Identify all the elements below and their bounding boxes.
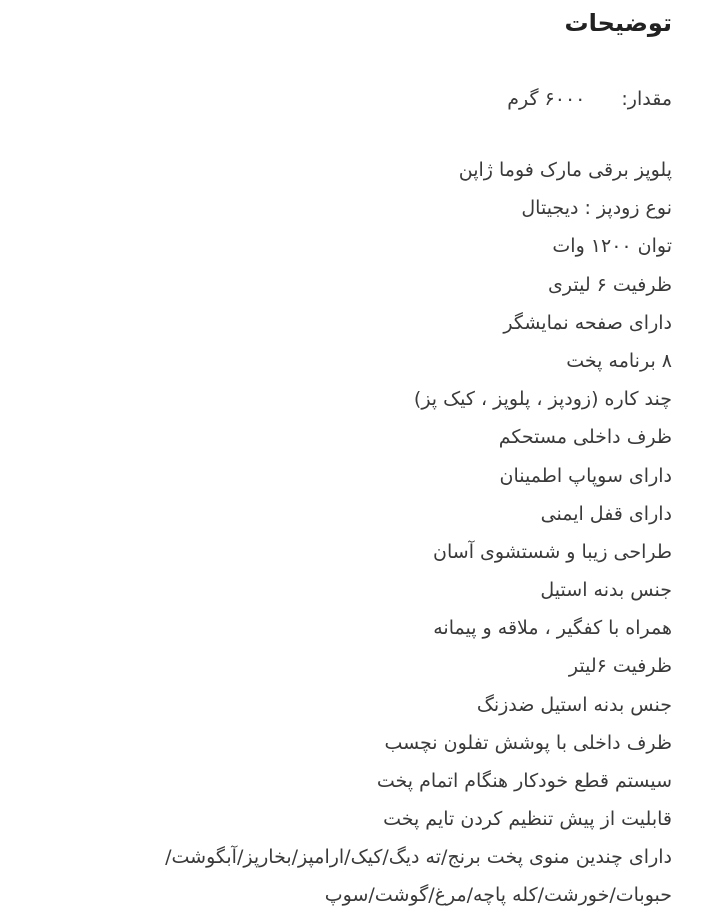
- feature-line: توان ۱۲۰۰ وات: [552, 235, 672, 258]
- feature-line: چند کاره (زودپز ، پلوپز ، کیک پز): [413, 388, 672, 411]
- feature-line: جنس بدنه استیل: [540, 579, 672, 602]
- amount-label: مقدار:: [621, 88, 672, 110]
- feature-line: پلوپز برقی مارک فوما ژاپن: [458, 159, 672, 181]
- feature-line: دارای سوپاپ اطمینان: [499, 464, 672, 487]
- description-title: توضیحات: [564, 9, 672, 37]
- amount-row: [507, 80, 672, 118]
- feature-line: دارای صفحه نمایشگر: [503, 311, 672, 334]
- feature-line: ظرف داخلی با پوشش تفلون نچسب: [384, 731, 672, 754]
- cooking-menus-line-1: دارای چندین منوی پخت برنج/ته دیگ/کیک/ارامپز/بخارپز/آبگوشت/: [165, 846, 672, 868]
- feature-line: جنس بدنه استیل ضدزنگ: [476, 693, 672, 716]
- feature-line: ظرف داخلی مستحکم: [498, 426, 672, 449]
- feature-list: [44, 151, 672, 838]
- feature-line: ۸ برنامه پخت: [566, 349, 672, 372]
- cooking-menus-line-2: حبوبات/خورشت/کله پاچه/مرغ/گوشت/سوپ: [324, 884, 672, 907]
- feature-line: طراحی زیبا و شستشوی آسان: [433, 540, 672, 563]
- feature-line: دارای قفل ایمنی: [540, 502, 672, 525]
- amount-value: ۶۰۰۰ گرم: [507, 88, 586, 110]
- feature-line: همراه با کفگیر ، ملاقه و پیمانه: [433, 617, 672, 640]
- feature-line: ظرفیت ۶لیتر: [568, 655, 672, 678]
- feature-line: قابلیت از پیش تنظیم کردن تایم پخت: [383, 808, 672, 831]
- feature-line: ظرفیت ۶ لیتری: [548, 273, 672, 296]
- feature-line: نوع زودپز : دیجیتال: [521, 197, 672, 220]
- feature-line: سیستم قطع خودکار هنگام اتمام پخت: [376, 770, 672, 792]
- cooking-menus-paragraph: [40, 838, 672, 914]
